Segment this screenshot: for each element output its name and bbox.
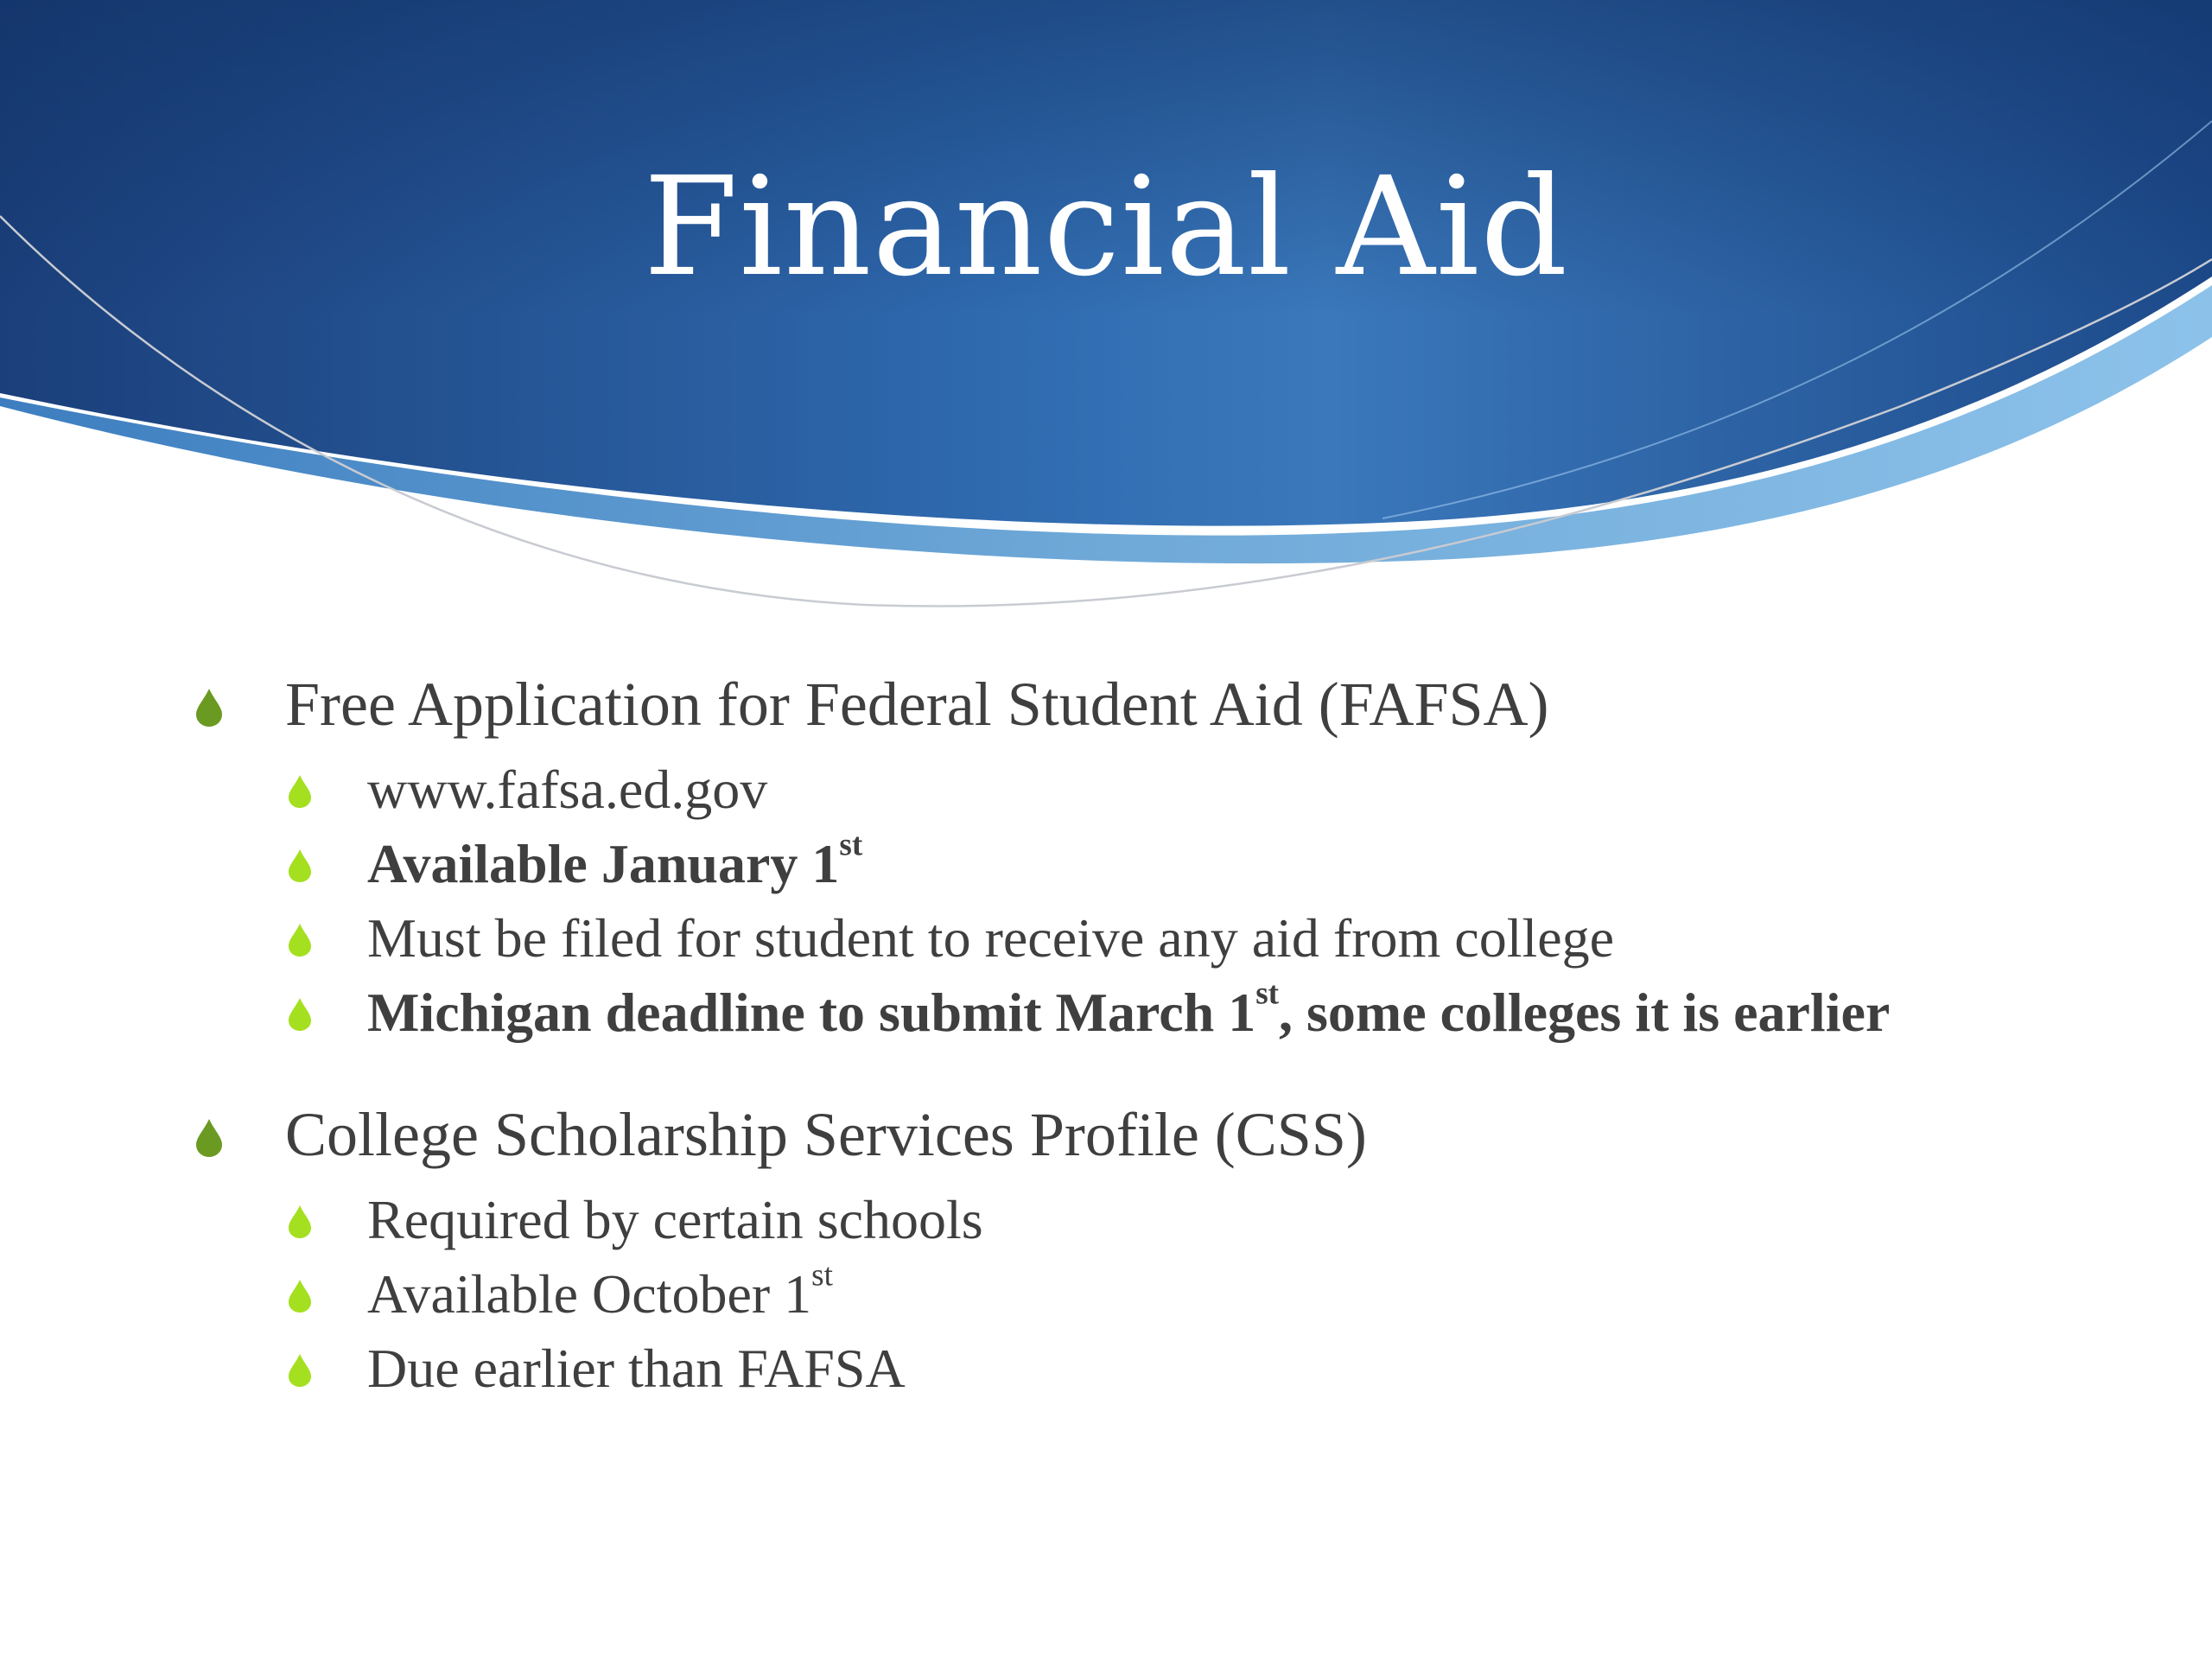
drop-bullet-icon <box>287 1279 313 1313</box>
list-item: www.fafsa.ed.gov <box>194 762 2061 817</box>
drop-bullet-icon <box>287 1205 313 1239</box>
drop-bullet-icon <box>287 774 313 809</box>
list-item: Required by certain schools <box>194 1192 2061 1248</box>
drop-bullet-icon <box>194 688 224 728</box>
drop-bullet-icon <box>287 849 313 883</box>
drop-bullet-icon <box>287 1353 313 1388</box>
list-item: Must be filed for student to receive any aid from college <box>194 911 2061 966</box>
header-banner <box>0 0 2212 622</box>
section-css-heading: College Scholarship Services Profile (CSS) <box>194 1096 2061 1173</box>
list-item: Available October 1st <box>194 1267 2061 1322</box>
slide-title: Financial Aid <box>643 148 1569 307</box>
bullet-list <box>194 665 2061 1399</box>
drop-bullet-icon <box>287 997 313 1032</box>
list-item: Michigan deadline to submit March 1st, some colleges it is earlier <box>194 985 2061 1040</box>
drop-bullet-icon <box>194 1118 224 1158</box>
list-item: Due earlier than FAFSA <box>194 1341 2061 1396</box>
section-fafsa-heading: Free Application for Federal Student Aid (FAFSA) <box>194 665 2061 743</box>
list-item: Available January 1st <box>194 836 2061 892</box>
drop-bullet-icon <box>287 923 313 957</box>
